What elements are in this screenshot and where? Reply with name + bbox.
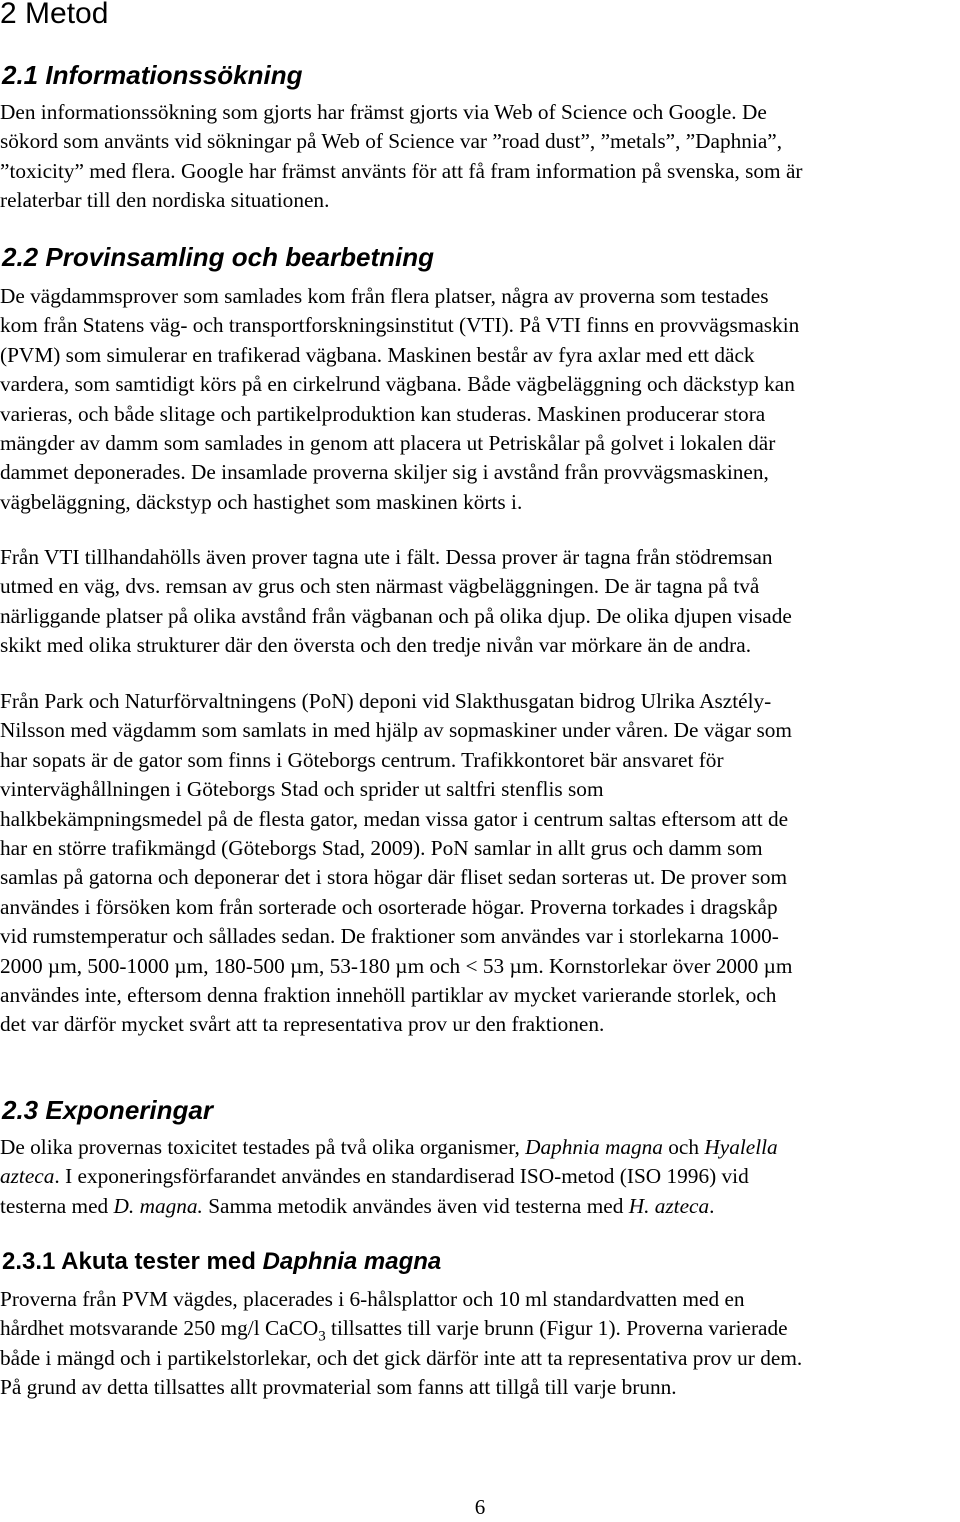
text-line xyxy=(0,1162,960,1191)
text-line xyxy=(0,1314,960,1343)
text-line: skikt med olika strukturer där den översta och den tredje nivån var mörkare än de andra. xyxy=(0,633,752,658)
text-line: användes inte, eftersom denna fraktion innehöll partiklar av mycket varierande storlek, och xyxy=(0,983,777,1008)
text-line: Från Park och Naturförvaltningens (PoN) deponi vid Slakthusgatan bidrog Ulrika Asztély- xyxy=(0,689,772,713)
text-line: halkbekämpningsmedel på de flesta gator, medan vissa gator i centrum saltas eftersom att de xyxy=(0,806,789,831)
section-2-3-paragraph xyxy=(0,1133,960,1221)
text-run: De olika provernas toxicitet testades på två olika organismer, xyxy=(0,1135,526,1159)
text-line: Proverna från PVM vägdes, placerades i 6-hålsplattor och 10 ml standardvatten med en xyxy=(0,1287,745,1311)
text-line: De vägdammsprover som samlades kom från flera platser, några av proverna som testades xyxy=(0,284,769,308)
text-line: samlas på gatorna och deponerar det i stora högar där fliset sedan sorteras ut. De prover som xyxy=(0,865,788,890)
text-line: På grund av detta tillsattes allt provmaterial som fanns att tillgå till varje brunn. xyxy=(0,1375,677,1400)
text-line: utmed en väg, dvs. remsan av grus och sten närmast vägbeläggningen. De är tagna på två xyxy=(0,574,760,599)
text-line: vägbeläggning, däckstyp och hastighet som maskinen körts i. xyxy=(0,489,523,514)
text-line: kom från Statens väg- och transportforskningsinstitut (VTI). På VTI finns en provvägsmaskin xyxy=(0,313,800,338)
heading-text: 2.3.1 Akuta tester med xyxy=(2,1248,263,1275)
section-2-3-1-paragraph xyxy=(0,1285,960,1403)
text-line: vardera, som samtidigt körs på en cirkelrund vägbana. Både vägbeläggning och däckstyp kan xyxy=(0,372,795,397)
subscript: 3 xyxy=(318,1328,326,1345)
text-run: hårdhet motsvarande 250 mg/l CaCO xyxy=(0,1316,319,1341)
text-line: (PVM) som simulerar en trafikerad vägbana. Maskinen består av fyra axlar med ett däck xyxy=(0,342,755,367)
section-2-2-heading: 2.2 Provinsamling och bearbetning xyxy=(2,242,434,272)
text-line: både i mängd och i partikelstorlekar, och det gick därför inte att ta representativa prov ur dem. xyxy=(0,1345,803,1370)
text-line: närliggande platser på olika avstånd från vägbanan och på olika djup. De olika djupen visade xyxy=(0,603,792,628)
text-line: vinterväghållningen i Göteborgs Stad och sprider ut saltfri stenflis som xyxy=(0,777,604,802)
species-name: azteca xyxy=(0,1164,55,1189)
text-line: Nilsson med vägdamm som samlats in med hjälp av sopmaskiner under våren. De vägar som xyxy=(0,718,792,743)
text-line: vid rumstemperatur och sållades sedan. De fraktioner som användes var i storlekarna 1000- xyxy=(0,924,779,949)
species-name: Daphnia magna xyxy=(525,1135,663,1159)
text-run: och xyxy=(662,1135,705,1159)
text-line: Den informationssökning som gjorts har främst gjorts via Web of Science och Google. De xyxy=(0,100,767,124)
section-2-3-heading: 2.3 Exponeringar xyxy=(2,1095,213,1125)
text-line: relaterbar till den nordiska situationen. xyxy=(0,188,330,213)
text-line: ”toxicity” med flera. Google har främst använts för att få fram information på svenska, som är xyxy=(0,158,803,183)
text-line: har sopats är de gator som finns i Göteborgs centrum. Trafikkontoret bär ansvaret för xyxy=(0,747,724,772)
section-2-3-1-heading xyxy=(2,1246,441,1278)
text-run: Samma metodik användes även vid testerna med xyxy=(202,1193,629,1218)
species-name: Hyalella xyxy=(704,1135,778,1159)
section-2-2-paragraph-1 xyxy=(0,282,960,517)
text-line: 2000 µm, 500-1000 µm, 180-500 µm, 53-180 µm och < 53 µm. Kornstorlekar över 2000 µm xyxy=(0,953,793,978)
section-2-1-heading: 2.1 Informationssökning xyxy=(2,60,303,90)
text-line: har en större trafikmängd (Göteborgs Stad, 2009). PoN samlar in allt grus och damm som xyxy=(0,836,763,861)
text-line: varieras, och både slitage och partikelproduktion kan studeras. Maskinen producerar stora xyxy=(0,401,766,426)
text-run: . I exponeringsförfarandet användes en standardiserad ISO-metod (ISO 1996) vid xyxy=(54,1164,749,1189)
text-line: dammet deponerades. De insamlade proverna skiljer sig i avstånd från provvägsmaskinen, xyxy=(0,460,769,485)
species-name: Daphnia magna xyxy=(262,1248,442,1275)
species-name: D. magna. xyxy=(113,1193,203,1218)
section-2-1-paragraph xyxy=(0,98,960,216)
section-2-2-paragraph-2 xyxy=(0,543,960,661)
chapter-heading: 2 Metod xyxy=(0,0,109,30)
text-line xyxy=(0,1133,960,1162)
text-line: mängder av damm som samlades in genom att placera ut Petriskålar på golvet i lokalen där xyxy=(0,431,776,456)
page-number: 6 xyxy=(474,1495,486,1519)
text-line: sökord som använts vid sökningar på Web of Science var ”road dust”, ”metals”, ”Daphnia”, xyxy=(0,129,783,154)
text-line: det var därför mycket svårt att ta representativa prov ur den fraktionen. xyxy=(0,1012,605,1037)
text-line: användes i försöken kom från sorterade och osorterade högar. Proverna torkades i dragskåp xyxy=(0,894,778,919)
section-2-2-paragraph-3 xyxy=(0,687,960,1040)
text-line xyxy=(0,1192,960,1221)
text-run: tillsattes till varje brunn (Figur 1). Proverna varierade xyxy=(325,1316,788,1341)
text-line: Från VTI tillhandahölls även prover tagna ute i fält. Dessa prover är tagna från stödremsan xyxy=(0,545,773,569)
species-name: H. azteca xyxy=(628,1193,710,1218)
text-run: testerna med xyxy=(0,1193,114,1218)
text-run: . xyxy=(709,1193,715,1218)
